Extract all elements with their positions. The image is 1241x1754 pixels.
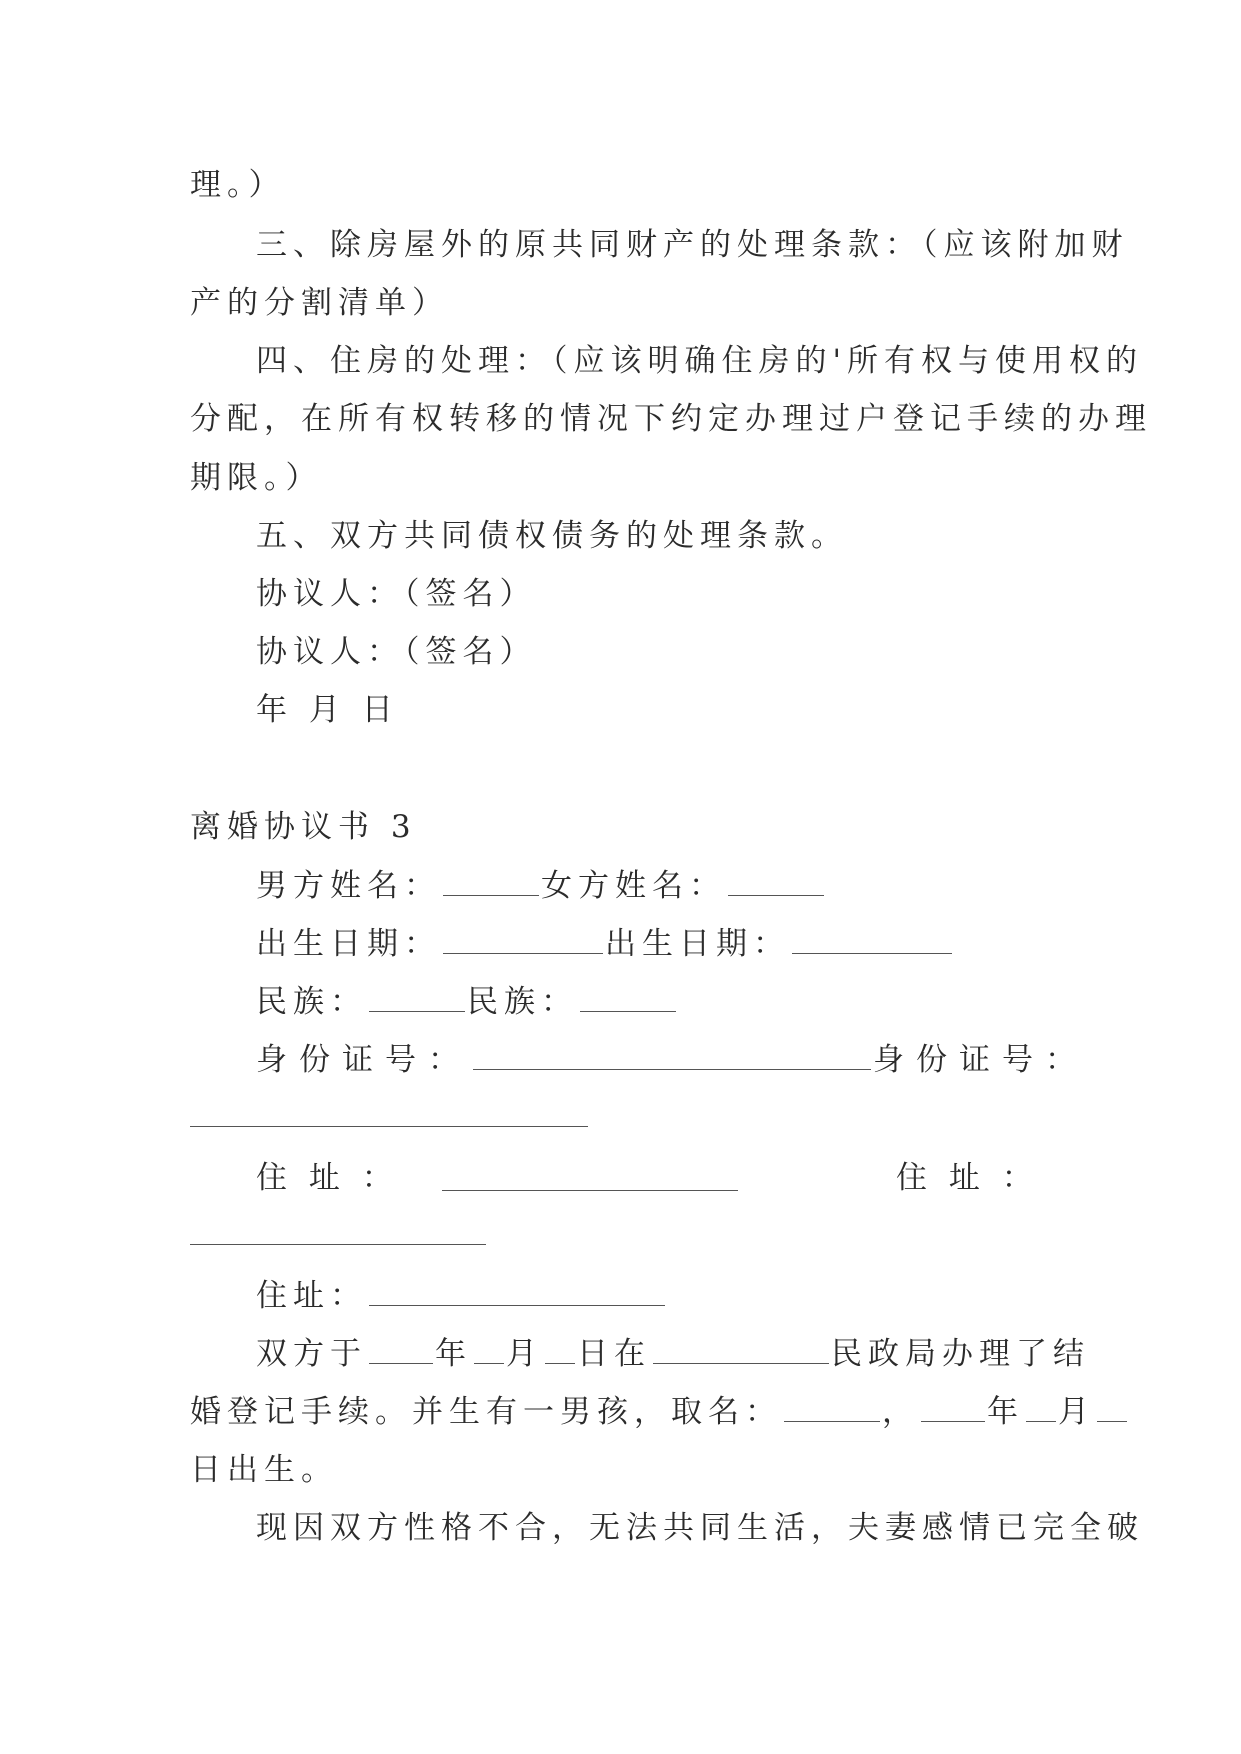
male-name-blank[interactable] — [443, 869, 539, 896]
id-label-1: 身份证号： — [256, 1042, 471, 1078]
marriage-text-i: 月 — [1058, 1394, 1095, 1430]
marriage-text-b: 年 — [435, 1336, 472, 1372]
marriage-month-blank[interactable] — [474, 1337, 504, 1364]
marriage-line-3: 日出生。 — [190, 1452, 338, 1488]
text-line-6: 期限。） — [190, 460, 323, 496]
date-line: 年 月 日 — [256, 692, 399, 728]
text-line-3: 产的分割清单） — [190, 285, 449, 321]
birth-label-2: 出生日期： — [605, 926, 790, 962]
marriage-day-blank[interactable] — [545, 1337, 575, 1364]
birth-blank-1[interactable] — [443, 927, 603, 954]
text-line-1: 理。） — [190, 167, 286, 203]
last-paragraph: 现因双方性格不合，无法共同生活，夫妻感情已完全破 — [256, 1510, 1144, 1546]
address-label-1: 住 址 ： — [256, 1160, 399, 1196]
ethnic-label-1: 民族： — [256, 984, 367, 1020]
marriage-year-blank[interactable] — [369, 1337, 433, 1364]
ethnic-row — [256, 982, 1116, 1022]
child-year-blank[interactable] — [921, 1395, 985, 1422]
id-label-2: 身份证号： — [873, 1042, 1088, 1078]
marriage-text-e: 民政局办理了结 — [831, 1336, 1090, 1372]
marriage-text-d: 日在 — [577, 1336, 651, 1372]
marriage-text-f: 婚登记手续。并生有一男孩，取名： — [190, 1394, 782, 1430]
child-name-blank[interactable] — [784, 1395, 880, 1422]
female-name-blank[interactable] — [728, 869, 824, 896]
address-blank-2[interactable] — [190, 1244, 486, 1245]
ethnic-blank-1[interactable] — [369, 985, 465, 1012]
marriage-text-h: 年 — [987, 1394, 1024, 1430]
birth-blank-2[interactable] — [792, 927, 952, 954]
marriage-line-2 — [190, 1392, 1095, 1432]
address-blank-3[interactable] — [369, 1279, 665, 1306]
birth-row — [256, 924, 1116, 964]
id-blank-2[interactable] — [190, 1126, 588, 1127]
male-name-label: 男方姓名： — [256, 868, 441, 904]
address-blank-1[interactable] — [442, 1190, 738, 1191]
name-row — [256, 866, 1116, 906]
id-row — [256, 1040, 1116, 1080]
address-label-3: 住址： — [256, 1278, 367, 1314]
signatory-1: 协议人：（签名） — [256, 576, 537, 612]
text-line-7: 五、双方共同债权债务的处理条款。 — [256, 518, 848, 554]
child-day-blank[interactable] — [1097, 1395, 1127, 1422]
birth-label-1: 出生日期： — [256, 926, 441, 962]
ethnic-blank-2[interactable] — [580, 985, 676, 1012]
female-name-label: 女方姓名： — [541, 868, 726, 904]
marriage-bureau-blank[interactable] — [653, 1337, 829, 1364]
marriage-text-a: 双方于 — [256, 1336, 367, 1372]
text-line-2: 三、除房屋外的原共同财产的处理条款：（应该附加财 — [256, 227, 1129, 263]
id-blank-1[interactable] — [473, 1043, 871, 1070]
text-line-5: 分配，在所有权转移的情况下约定办理过户登记手续的办理 — [190, 401, 1152, 437]
marriage-line-1 — [256, 1334, 1116, 1374]
address-label-2: 住 址 ： — [896, 1160, 1039, 1196]
signatory-2: 协议人：（签名） — [256, 634, 537, 670]
marriage-text-c: 月 — [506, 1336, 543, 1372]
section-title: 离婚协议书 3 — [190, 809, 417, 845]
marriage-text-g: ， — [882, 1394, 919, 1430]
child-month-blank[interactable] — [1026, 1395, 1056, 1422]
ethnic-label-2: 民族： — [467, 984, 578, 1020]
text-line-4: 四、住房的处理：（应该明确住房的'所有权与使用权的 — [256, 343, 1144, 379]
address-row-3 — [256, 1276, 1116, 1316]
